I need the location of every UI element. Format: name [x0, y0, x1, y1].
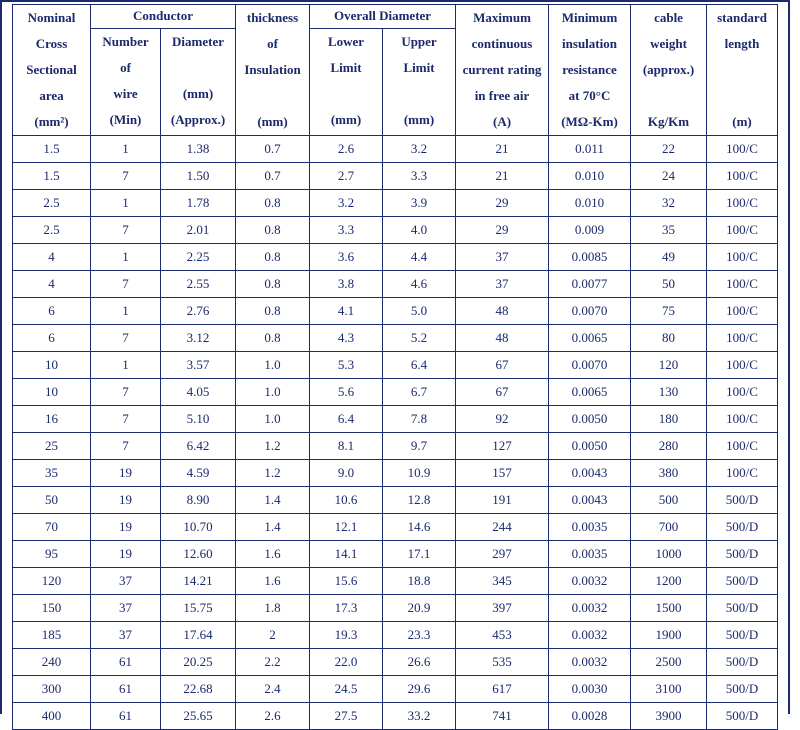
- table-cell: 29: [456, 190, 549, 217]
- table-cell: 48: [456, 325, 549, 352]
- table-cell: 150: [13, 595, 91, 622]
- table-cell: 0.010: [549, 190, 631, 217]
- table-cell: 4.6: [383, 271, 456, 298]
- table-cell: 10.6: [310, 487, 383, 514]
- table-cell: 5.6: [310, 379, 383, 406]
- table-cell: 100/C: [707, 244, 778, 271]
- table-cell: 3.57: [161, 352, 236, 379]
- table-cell: 0.0043: [549, 487, 631, 514]
- table-cell: 240: [13, 649, 91, 676]
- header-max-current: Maximum continuous current rating in free air (A): [456, 5, 549, 136]
- table-cell: 380: [631, 460, 707, 487]
- table-row: [13, 379, 778, 406]
- table-cell: 5.2: [383, 325, 456, 352]
- table-cell: 29.6: [383, 676, 456, 703]
- table-cell: 20.25: [161, 649, 236, 676]
- table-cell: 20.9: [383, 595, 456, 622]
- table-cell: 0.0077: [549, 271, 631, 298]
- table-cell: 120: [13, 568, 91, 595]
- table-cell: 2.7: [310, 163, 383, 190]
- table-cell: 75: [631, 298, 707, 325]
- table-cell: 32: [631, 190, 707, 217]
- table-cell: 2.5: [13, 217, 91, 244]
- table-cell: 0.0032: [549, 649, 631, 676]
- table-cell: 1.0: [236, 352, 310, 379]
- table-cell: 2.4: [236, 676, 310, 703]
- table-cell: 1: [91, 352, 161, 379]
- table-cell: 29: [456, 217, 549, 244]
- table-cell: 0.0050: [549, 406, 631, 433]
- header-standard-length: standard length (m): [707, 5, 778, 136]
- table-cell: 25.65: [161, 703, 236, 730]
- table-cell: 17.3: [310, 595, 383, 622]
- table-cell: 15.75: [161, 595, 236, 622]
- table-cell: 37: [456, 271, 549, 298]
- table-cell: 500/D: [707, 514, 778, 541]
- table-cell: 1: [91, 136, 161, 163]
- table-cell: 10.9: [383, 460, 456, 487]
- table-cell: 0.011: [549, 136, 631, 163]
- table-cell: 3.12: [161, 325, 236, 352]
- table-cell: 7: [91, 433, 161, 460]
- table-cell: 6.4: [310, 406, 383, 433]
- table-cell: 2.25: [161, 244, 236, 271]
- table-cell: 7.8: [383, 406, 456, 433]
- table-cell: 500/D: [707, 568, 778, 595]
- table-cell: 100/C: [707, 406, 778, 433]
- table-cell: 6: [13, 325, 91, 352]
- table-row: [13, 649, 778, 676]
- table-cell: 6.7: [383, 379, 456, 406]
- table-cell: 0.8: [236, 298, 310, 325]
- table-cell: 4: [13, 271, 91, 298]
- header-min-insulation: Minimum insulation resistance at 70°C (MΩ-Km): [549, 5, 631, 136]
- table-row: [13, 244, 778, 271]
- table-cell: 7: [91, 163, 161, 190]
- table-cell: 2: [236, 622, 310, 649]
- header-thickness: thickness of Insulation (mm): [236, 5, 310, 136]
- table-cell: 19: [91, 460, 161, 487]
- table-cell: 23.3: [383, 622, 456, 649]
- table-cell: 0.0030: [549, 676, 631, 703]
- table-cell: 453: [456, 622, 549, 649]
- header-number-of-wire: Number of wire (Min): [91, 28, 161, 135]
- table-row: [13, 460, 778, 487]
- table-cell: 61: [91, 649, 161, 676]
- table-cell: 24: [631, 163, 707, 190]
- table-cell: 35: [631, 217, 707, 244]
- table-cell: 19.3: [310, 622, 383, 649]
- table-row: [13, 325, 778, 352]
- table-cell: 10: [13, 352, 91, 379]
- table-cell: 2.01: [161, 217, 236, 244]
- table-row: [13, 136, 778, 163]
- table-cell: 4.4: [383, 244, 456, 271]
- table-cell: 8.90: [161, 487, 236, 514]
- table-cell: 3100: [631, 676, 707, 703]
- header-upper-limit: Upper Limit (mm): [383, 28, 456, 135]
- table-cell: 1.2: [236, 460, 310, 487]
- table-cell: 16: [13, 406, 91, 433]
- table-cell: 1200: [631, 568, 707, 595]
- table-row: [13, 541, 778, 568]
- table-cell: 535: [456, 649, 549, 676]
- table-row: [13, 298, 778, 325]
- table-cell: 500/D: [707, 541, 778, 568]
- table-cell: 22: [631, 136, 707, 163]
- table-cell: 7: [91, 217, 161, 244]
- table-cell: 37: [456, 244, 549, 271]
- table-cell: 10: [13, 379, 91, 406]
- table-row: [13, 271, 778, 298]
- table-cell: 100/C: [707, 271, 778, 298]
- table-cell: 4.0: [383, 217, 456, 244]
- table-cell: 1.78: [161, 190, 236, 217]
- table-cell: 700: [631, 514, 707, 541]
- table-cell: 1.8: [236, 595, 310, 622]
- table-cell: 0.009: [549, 217, 631, 244]
- table-cell: 100/C: [707, 163, 778, 190]
- table-cell: 3.3: [310, 217, 383, 244]
- table-cell: 8.1: [310, 433, 383, 460]
- table-cell: 1.0: [236, 406, 310, 433]
- table-cell: 6.42: [161, 433, 236, 460]
- table-row: [13, 352, 778, 379]
- table-cell: 21: [456, 163, 549, 190]
- table-cell: 3.3: [383, 163, 456, 190]
- table-cell: 100/C: [707, 325, 778, 352]
- table-cell: 70: [13, 514, 91, 541]
- table-cell: 300: [13, 676, 91, 703]
- table-cell: 280: [631, 433, 707, 460]
- table-cell: 12.1: [310, 514, 383, 541]
- table-cell: 9.0: [310, 460, 383, 487]
- table-cell: 100/C: [707, 352, 778, 379]
- table-cell: 157: [456, 460, 549, 487]
- table-cell: 19: [91, 487, 161, 514]
- table-cell: 0.8: [236, 190, 310, 217]
- table-cell: 22.68: [161, 676, 236, 703]
- table-cell: 50: [631, 271, 707, 298]
- table-cell: 2.5: [13, 190, 91, 217]
- table-cell: 100/C: [707, 136, 778, 163]
- table-cell: 27.5: [310, 703, 383, 730]
- table-cell: 1: [91, 298, 161, 325]
- table-cell: 92: [456, 406, 549, 433]
- table-cell: 3.2: [383, 136, 456, 163]
- table-cell: 2.6: [310, 136, 383, 163]
- table-cell: 185: [13, 622, 91, 649]
- table-cell: 80: [631, 325, 707, 352]
- table-cell: 0.0070: [549, 298, 631, 325]
- table-cell: 50: [13, 487, 91, 514]
- table-row: [13, 190, 778, 217]
- table-cell: 180: [631, 406, 707, 433]
- table-cell: 120: [631, 352, 707, 379]
- table-cell: 1.38: [161, 136, 236, 163]
- table-cell: 3.9: [383, 190, 456, 217]
- table-row: [13, 217, 778, 244]
- table-cell: 500/D: [707, 649, 778, 676]
- table-cell: 7: [91, 325, 161, 352]
- table-cell: 741: [456, 703, 549, 730]
- table-cell: 4.1: [310, 298, 383, 325]
- table-row: [13, 703, 778, 730]
- table-cell: 21: [456, 136, 549, 163]
- table-cell: 37: [91, 622, 161, 649]
- table-cell: 500/D: [707, 622, 778, 649]
- table-cell: 0.0065: [549, 379, 631, 406]
- table-cell: 6.4: [383, 352, 456, 379]
- table-cell: 4.59: [161, 460, 236, 487]
- table-cell: 9.7: [383, 433, 456, 460]
- table-cell: 244: [456, 514, 549, 541]
- table-cell: 1000: [631, 541, 707, 568]
- table-cell: 2500: [631, 649, 707, 676]
- table-cell: 12.8: [383, 487, 456, 514]
- table-cell: 130: [631, 379, 707, 406]
- table-cell: 24.5: [310, 676, 383, 703]
- header-nominal-area: Nominal Cross Sectional area (mm²): [13, 5, 91, 136]
- table-cell: 0.0043: [549, 460, 631, 487]
- table-cell: 5.3: [310, 352, 383, 379]
- table-cell: 2.76: [161, 298, 236, 325]
- table-cell: 7: [91, 379, 161, 406]
- table-cell: 10.70: [161, 514, 236, 541]
- table-cell: 1.6: [236, 541, 310, 568]
- header-conductor: Conductor: [91, 5, 236, 29]
- table-cell: 0.0032: [549, 595, 631, 622]
- table-cell: 3900: [631, 703, 707, 730]
- table-cell: 1.50: [161, 163, 236, 190]
- table-cell: 22.0: [310, 649, 383, 676]
- table-cell: 6: [13, 298, 91, 325]
- table-cell: 12.60: [161, 541, 236, 568]
- table-cell: 2.6: [236, 703, 310, 730]
- table-cell: 100/C: [707, 298, 778, 325]
- table-row: [13, 163, 778, 190]
- table-cell: 1900: [631, 622, 707, 649]
- table-cell: 400: [13, 703, 91, 730]
- table-cell: 0.0035: [549, 514, 631, 541]
- table-cell: 4.3: [310, 325, 383, 352]
- table-cell: 0.0085: [549, 244, 631, 271]
- table-cell: 397: [456, 595, 549, 622]
- table-cell: 100/C: [707, 433, 778, 460]
- cable-spec-table: [12, 4, 778, 730]
- table-cell: 67: [456, 352, 549, 379]
- table-cell: 0.8: [236, 271, 310, 298]
- table-cell: 49: [631, 244, 707, 271]
- header-diameter: Diameter (mm) (Approx.): [161, 28, 236, 135]
- table-row: [13, 514, 778, 541]
- table-cell: 617: [456, 676, 549, 703]
- table-cell: 1.0: [236, 379, 310, 406]
- table-cell: 0.8: [236, 244, 310, 271]
- table-body: [13, 136, 778, 730]
- table-cell: 500/D: [707, 676, 778, 703]
- table-cell: 500/D: [707, 703, 778, 730]
- table-cell: 500/D: [707, 595, 778, 622]
- table-cell: 61: [91, 703, 161, 730]
- table-cell: 100/C: [707, 190, 778, 217]
- table-cell: 0.8: [236, 217, 310, 244]
- table-cell: 0.0028: [549, 703, 631, 730]
- table-cell: 4.05: [161, 379, 236, 406]
- table-cell: 100/C: [707, 217, 778, 244]
- table-cell: 500/D: [707, 487, 778, 514]
- table-cell: 35: [13, 460, 91, 487]
- table-cell: 5.10: [161, 406, 236, 433]
- table-cell: 0.8: [236, 325, 310, 352]
- table-cell: 48: [456, 298, 549, 325]
- table-cell: 14.6: [383, 514, 456, 541]
- header-lower-limit: Lower Limit (mm): [310, 28, 383, 135]
- table-cell: 3.2: [310, 190, 383, 217]
- table-cell: 127: [456, 433, 549, 460]
- table-cell: 1.5: [13, 136, 91, 163]
- table-cell: 0.0065: [549, 325, 631, 352]
- table-cell: 4: [13, 244, 91, 271]
- table-cell: 26.6: [383, 649, 456, 676]
- table-cell: 100/C: [707, 460, 778, 487]
- table-cell: 1.5: [13, 163, 91, 190]
- table-cell: 1.2: [236, 433, 310, 460]
- table-cell: 1: [91, 190, 161, 217]
- table-cell: 14.21: [161, 568, 236, 595]
- table-cell: 0.7: [236, 136, 310, 163]
- table-cell: 0.0032: [549, 568, 631, 595]
- table-cell: 19: [91, 541, 161, 568]
- table-cell: 2.55: [161, 271, 236, 298]
- table-cell: 0.0070: [549, 352, 631, 379]
- table-cell: 1.4: [236, 514, 310, 541]
- table-cell: 18.8: [383, 568, 456, 595]
- table-cell: 17.1: [383, 541, 456, 568]
- table-cell: 67: [456, 379, 549, 406]
- table-row: [13, 433, 778, 460]
- table-cell: 1.4: [236, 487, 310, 514]
- table-row: [13, 487, 778, 514]
- table-cell: 7: [91, 271, 161, 298]
- table-row: [13, 622, 778, 649]
- table-cell: 345: [456, 568, 549, 595]
- table-cell: 0.0050: [549, 433, 631, 460]
- table-cell: 61: [91, 676, 161, 703]
- table-cell: 17.64: [161, 622, 236, 649]
- table-cell: 0.7: [236, 163, 310, 190]
- table-row: [13, 595, 778, 622]
- table-cell: 25: [13, 433, 91, 460]
- table-cell: 1500: [631, 595, 707, 622]
- header-cable-weight: cable weight (approx.) Kg/Km: [631, 5, 707, 136]
- table-cell: 19: [91, 514, 161, 541]
- table-cell: 1: [91, 244, 161, 271]
- table-cell: 5.0: [383, 298, 456, 325]
- header-overall-diameter: Overall Diameter: [310, 5, 456, 29]
- table-cell: 2.2: [236, 649, 310, 676]
- table-cell: 1.6: [236, 568, 310, 595]
- table-cell: 3.8: [310, 271, 383, 298]
- table-cell: 500: [631, 487, 707, 514]
- table-row: [13, 406, 778, 433]
- table-row: [13, 568, 778, 595]
- table-cell: 3.6: [310, 244, 383, 271]
- table-cell: 37: [91, 568, 161, 595]
- table-cell: 0.0032: [549, 622, 631, 649]
- table-cell: 95: [13, 541, 91, 568]
- table-cell: 0.0035: [549, 541, 631, 568]
- table-cell: 37: [91, 595, 161, 622]
- table-cell: 7: [91, 406, 161, 433]
- table-row: [13, 676, 778, 703]
- table-cell: 297: [456, 541, 549, 568]
- table-cell: 100/C: [707, 379, 778, 406]
- table-cell: 0.010: [549, 163, 631, 190]
- table-cell: 15.6: [310, 568, 383, 595]
- table-cell: 33.2: [383, 703, 456, 730]
- table-cell: 14.1: [310, 541, 383, 568]
- table-cell: 191: [456, 487, 549, 514]
